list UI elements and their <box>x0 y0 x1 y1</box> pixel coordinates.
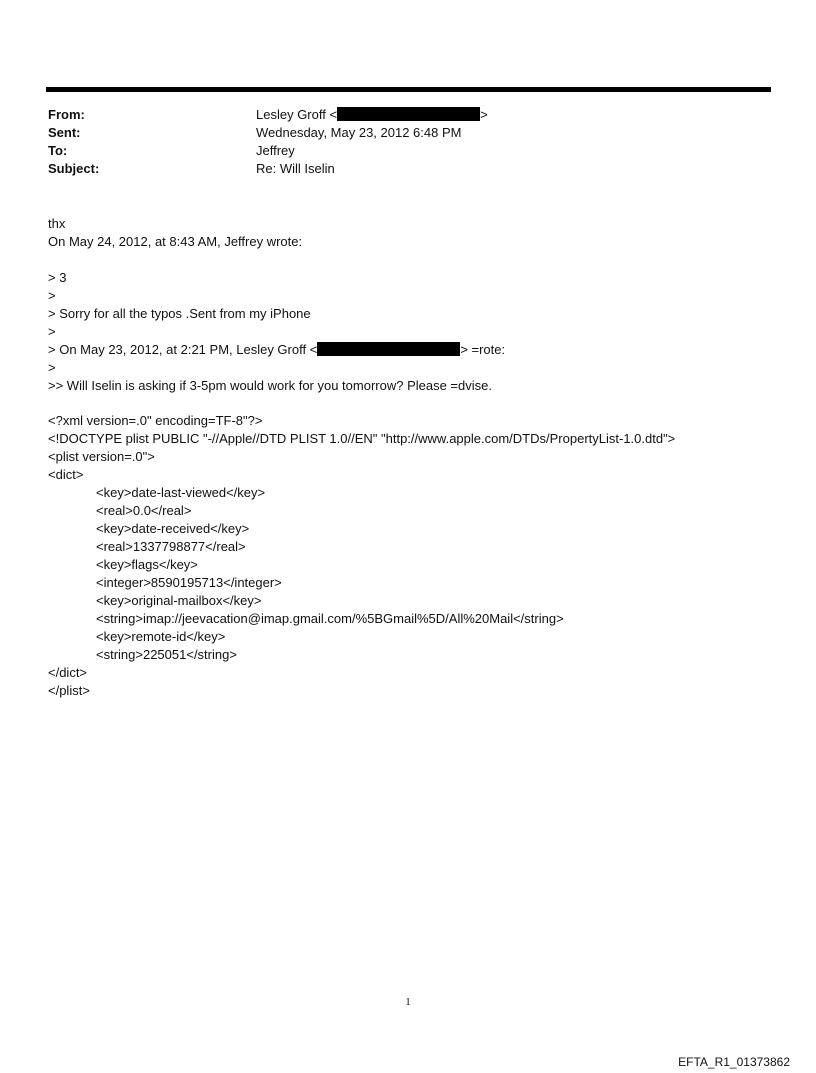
plist-line: <string>225051</string> <box>96 647 237 662</box>
plist-line: <?xml version=.0" encoding=TF-8"?> <box>48 413 263 428</box>
plist-line: <dict> <box>48 467 84 482</box>
plist-line: <plist version=.0"> <box>48 449 155 464</box>
body-line: On May 24, 2012, at 8:43 AM, Jeffrey wrote: <box>48 234 303 249</box>
body-line: thx <box>48 216 66 231</box>
body-line: > Sorry for all the typos .Sent from my iPhone <box>48 306 311 321</box>
body-line: >> Will Iselin is asking if 3-5pm would work for you tomorrow? Please =dvise. <box>48 378 492 393</box>
plist-line: <string>imap://jeevacation@imap.gmail.com/%5BGmail%5D/All%20Mail</string> <box>96 611 564 626</box>
plist-line: <key>date-last-viewed</key> <box>96 485 266 500</box>
to-value: Jeffrey <box>256 143 295 158</box>
header-rule <box>46 87 771 92</box>
plist-line: <!DOCTYPE plist PUBLIC "-//Apple//DTD PLIST 1.0//EN" "http://www.apple.com/DTDs/PropertyList-1.0.dtd"> <box>48 431 676 446</box>
redaction-box <box>337 107 480 121</box>
from-value: Lesley Groff < > <box>256 107 488 122</box>
body-line: > <box>48 324 56 339</box>
plist-line: <key>remote-id</key> <box>96 629 226 644</box>
body-line: > <box>48 360 56 375</box>
bates-number: EFTA_R1_01373862 <box>678 1055 790 1069</box>
plist-line: <integer>8590195713</integer> <box>96 575 282 590</box>
plist-line: <key>original-mailbox</key> <box>96 593 262 608</box>
sent-label: Sent: <box>48 125 81 140</box>
from-label: From: <box>48 107 85 122</box>
to-label: To: <box>48 143 68 158</box>
plist-line: </plist> <box>48 683 90 698</box>
plist-line: <real>1337798877</real> <box>96 539 246 554</box>
page-number: 1 <box>405 996 411 1008</box>
body-line: > 3 <box>48 270 67 285</box>
plist-line: <real>0.0</real> <box>96 503 192 518</box>
sent-value: Wednesday, May 23, 2012 6:48 PM <box>256 125 462 140</box>
body-line-quoted-header: > On May 23, 2012, at 2:21 PM, Lesley Groff < > =rote: <box>48 342 506 357</box>
plist-line: <key>date-received</key> <box>96 521 250 536</box>
body-line: > <box>48 288 56 303</box>
redaction-box <box>317 342 460 356</box>
subject-label: Subject: <box>48 161 100 176</box>
plist-line: </dict> <box>48 665 88 680</box>
plist-line: <key>flags</key> <box>96 557 198 572</box>
subject-value: Re: Will Iselin <box>256 161 335 176</box>
